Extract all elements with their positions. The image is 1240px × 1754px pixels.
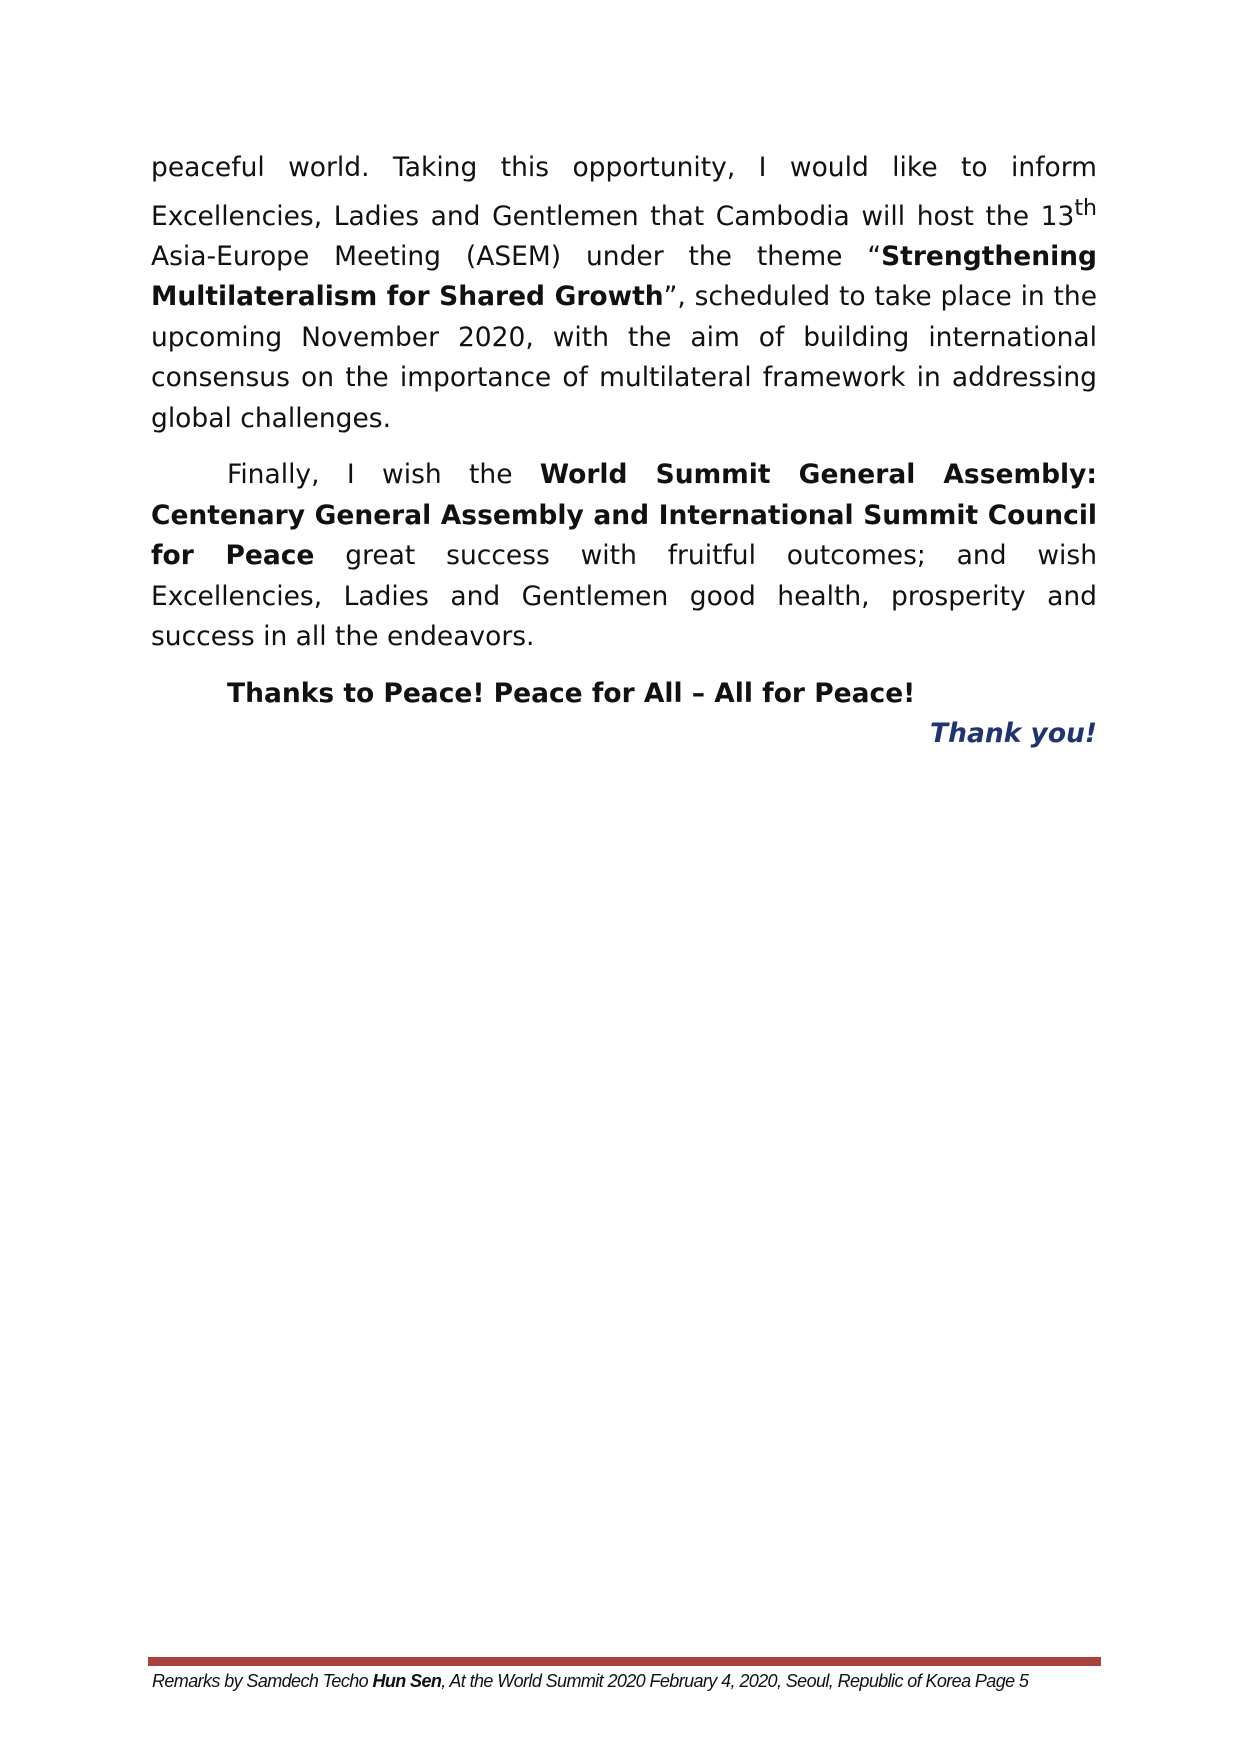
paragraph-finally xyxy=(151,455,1097,658)
paragraph-asem-text-b: Asia-Europe Meeting (ASEM) under the theme “ xyxy=(151,240,882,272)
paragraph-asem xyxy=(151,148,1097,439)
paragraph-asem-text-c: ”, scheduled to take place in the upcoming November 2020, with the aim of building international consensus on the importance of multilateral framework in addressing global challenges. xyxy=(151,281,1097,434)
footer-text-b: , At the World Summit 2020 February 4, 2020, Seoul, Republic of Korea Page 5 xyxy=(441,1671,1029,1691)
footer-text-a: Remarks by Samdech Techo xyxy=(152,1671,373,1691)
paragraph-finally-text-a: Finally, I wish the xyxy=(227,459,540,491)
paragraph-finally-text-b: great success with fruitful outcomes; and wish Excellencies, Ladies and Gentlemen good health, prosperity and success in all the endeavors. xyxy=(151,540,1097,653)
paragraph-asem-text-a: peaceful world. Taking this opportunity, I would like to inform Excellencies, Ladies and Gentlemen that Cambodia will host the 13 xyxy=(151,152,1097,232)
footer-rule xyxy=(148,1657,1101,1666)
footer-speaker-name: Hun Sen xyxy=(372,1671,442,1691)
document-body xyxy=(151,148,1097,755)
closing-slogan: Thanks to Peace! Peace for All – All for Peace! xyxy=(227,677,916,709)
event-name: World Summit General Assembly: Centenary General Assembly and International Summit Council for Peace xyxy=(151,459,1097,572)
asem-theme: Strengthening Multilateralism for Shared Growth xyxy=(151,240,1097,313)
thank-you: Thank you! xyxy=(930,718,1097,750)
page-footer xyxy=(152,1668,1112,1694)
ordinal-superscript: th xyxy=(1074,195,1097,221)
